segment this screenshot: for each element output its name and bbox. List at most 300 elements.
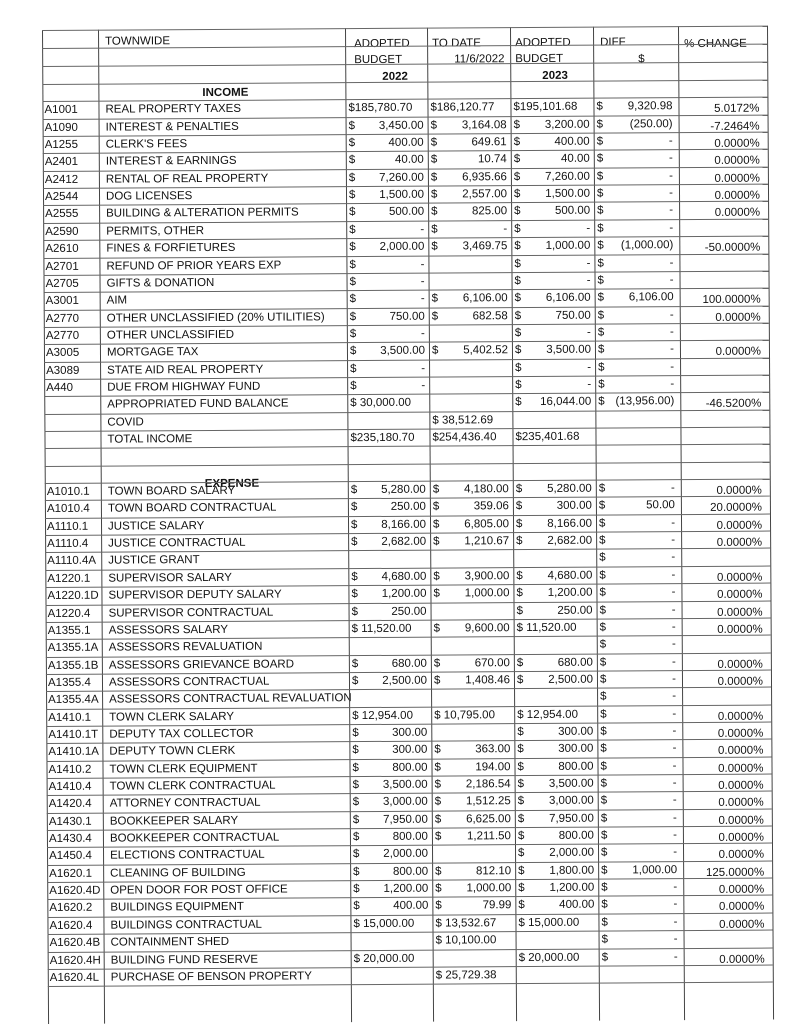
percent-change: 0.0000% [717, 623, 763, 636]
account-description: RENTAL OF REAL PROPERTY [105, 172, 269, 186]
dollar-sign: $ [514, 257, 521, 270]
account-code: A1355.1B [47, 659, 99, 672]
percent-change: 0.0000% [717, 658, 763, 671]
dollar-sign: $ [516, 569, 523, 582]
account-description: CLEANING OF BUILDING [110, 866, 246, 880]
dollar-sign: $ [350, 380, 357, 393]
account-description: MORTGAGE TAX [106, 346, 199, 359]
amount-todate: 363.00 [475, 743, 511, 756]
amount-adopted: 3,500.00 [380, 344, 426, 358]
account-code: A1355.1A [47, 641, 99, 655]
amount-adopted23: $235,401.68 [515, 430, 580, 444]
amount-adopted23: 2,500.00 [548, 673, 594, 686]
amount-diff: - [673, 950, 678, 963]
account-description: ASSESSORS CONTRACTUAL [108, 675, 270, 689]
dollar-sign: $ [513, 118, 521, 131]
amount-adopted: $185,780.70 [348, 102, 413, 115]
account-description: PURCHASE OF BENSON PROPERTY [110, 970, 312, 984]
amount-diff: - [670, 360, 675, 373]
percent-change: 0.0000% [718, 779, 764, 792]
dollar-sign: $ [349, 258, 356, 271]
amount-adopted: 400.00 [388, 136, 424, 149]
dollar-sign: $ [433, 622, 441, 635]
amount-todate: 1,000.00 [466, 882, 512, 895]
row-rule [42, 62, 767, 67]
amount-adopted23: 300.00 [556, 500, 592, 513]
dollar-sign: $ [515, 379, 522, 392]
amount-adopted23: 800.00 [558, 829, 594, 842]
amount-adopted: 1,200.00 [383, 882, 429, 896]
amount-adopted: - [420, 258, 425, 271]
dollar-sign: $ [518, 847, 525, 860]
dollar-sign: $ [349, 223, 356, 236]
dollar-sign: $ [516, 656, 524, 669]
percent-change: 0.0000% [716, 484, 762, 497]
account-code: A1450.4 [49, 850, 92, 863]
amount-adopted23: 2,000.00 [549, 847, 595, 860]
account-description: REAL PROPERTY TAXES [105, 103, 242, 116]
header-adopted-2023: ADOPTED [515, 36, 571, 50]
header-pct-change: % CHANGE [684, 37, 747, 51]
dollar-sign: $ [352, 744, 359, 757]
dollar-sign: $ [433, 570, 440, 583]
dollar-sign: $ [352, 727, 359, 740]
amount-adopted: - [420, 327, 425, 340]
dollar-sign: $ [517, 743, 524, 756]
account-description: BUILDING & ALTERATION PERMITS [106, 206, 299, 221]
dollar-sign: $ [348, 137, 356, 150]
dollar-sign: $ [516, 535, 523, 548]
section-income: INCOME [202, 86, 249, 100]
dollar-sign: $ [433, 674, 441, 687]
dollar-sign: $ [513, 136, 521, 149]
amount-adopted: 2,000.00 [379, 240, 425, 254]
dollar-sign: $ [597, 291, 605, 304]
percent-change: -7.2464% [710, 120, 760, 133]
header-budget-2022: BUDGET [354, 53, 403, 67]
amount-diff: - [672, 673, 677, 686]
account-code: A1355.1 [47, 624, 91, 637]
percent-change: 0.0000% [717, 727, 764, 740]
dollar-sign: $ [350, 518, 358, 531]
amount-diff: - [671, 620, 676, 634]
dollar-sign: $ [514, 222, 521, 235]
amount-adopted: $ 12,954.00 [352, 709, 413, 722]
amount-diff: - [671, 638, 676, 651]
dollar-sign: $ [598, 517, 606, 530]
dollar-sign: $ [599, 552, 606, 565]
account-description: TOWN CLERK SALARY [109, 710, 235, 724]
account-code: A3089 [46, 364, 80, 377]
account-description: DOG LICENSES [105, 190, 193, 203]
amount-todate: 682.58 [472, 309, 508, 322]
dollar-sign: $ [516, 604, 523, 617]
dollar-sign: $ [430, 171, 438, 184]
account-code: A1355.4 [47, 676, 91, 689]
dollar-sign: $ [430, 136, 438, 149]
account-description: SUPERVISOR SALARY [108, 571, 232, 585]
amount-adopted: 7,260.00 [379, 171, 424, 184]
amount-adopted: 680.00 [391, 657, 427, 670]
amount-diff: - [672, 707, 677, 720]
dollar-sign: $ [348, 154, 356, 167]
amount-adopted23: 7,260.00 [545, 170, 590, 183]
dollar-sign: $ [600, 708, 607, 721]
percent-change: 20.0000% [710, 502, 762, 515]
account-code: A1001 [44, 104, 78, 117]
account-code: A1620.4B [49, 936, 101, 950]
amount-adopted23: - [586, 326, 591, 339]
dollar-sign: $ [513, 188, 521, 201]
dollar-sign: $ [351, 674, 359, 688]
dollar-sign: $ [349, 293, 357, 306]
amount-diff: 9,320.98 [627, 100, 673, 113]
account-code: A1620.4L [49, 971, 100, 984]
account-code: A1620.4H [49, 954, 101, 967]
dollar-sign: $ [597, 343, 605, 356]
dollar-sign: $ [601, 933, 609, 946]
dollar-sign: $ [430, 119, 438, 132]
dollar-sign: $ [597, 239, 604, 252]
amount-diff: - [672, 742, 677, 755]
amount-diff: - [672, 725, 677, 738]
account-code: A1090 [44, 121, 78, 134]
amount-adopted: - [420, 292, 425, 305]
dollar-sign: $ [349, 206, 356, 219]
amount-todate: 3,900.00 [464, 569, 510, 583]
header-townwide: TOWNWIDE [105, 35, 171, 48]
amount-todate: $ 13,532.67 [435, 917, 497, 930]
dollar-sign: $ [434, 761, 441, 774]
percent-change: 0.0000% [715, 311, 761, 324]
percent-change: 0.0000% [714, 155, 760, 168]
dollar-sign: $ [598, 499, 606, 512]
dollar-sign: $ [348, 171, 356, 184]
dollar-sign: $ [600, 742, 607, 755]
account-description: TOWN CLERK CONTRACTUAL [109, 779, 276, 793]
account-description: ASSESSORS CONTRACTUAL REVALUATION [109, 692, 352, 706]
amount-todate: 5,402.52 [463, 344, 509, 357]
dollar-sign: $ [433, 535, 440, 548]
amount-adopted23: 1,800.00 [549, 864, 595, 877]
account-description: ATTORNEY CONTRACTUAL [109, 797, 261, 810]
dollar-sign: $ [516, 587, 523, 600]
amount-adopted23: 300.00 [558, 725, 594, 738]
account-code: A3005 [45, 347, 80, 360]
dollar-sign: $ [349, 310, 357, 323]
amount-diff: - [671, 568, 676, 581]
account-code: A1420.4 [48, 798, 92, 811]
dollar-sign: $ [517, 778, 525, 791]
dollar-sign: $ [597, 326, 605, 339]
amount-adopted: $235,180.70 [350, 431, 415, 445]
dollar-sign: $ [596, 152, 604, 166]
amount-diff: - [672, 759, 677, 772]
dollar-sign: $ [434, 795, 442, 808]
dollar-sign: $ [515, 361, 522, 374]
dollar-sign: $ [352, 796, 360, 809]
dollar-sign: $ [348, 189, 356, 202]
account-code: A2555 [45, 208, 79, 221]
amount-todate: $254,436.40 [432, 431, 497, 444]
dollar-sign: $ [515, 500, 523, 513]
dollar-sign: $ [349, 345, 357, 358]
amount-todate: 6,106.00 [462, 292, 508, 305]
amount-diff: - [673, 933, 678, 946]
amount-todate: 6,625.00 [466, 812, 511, 826]
dollar-sign: $ [601, 864, 608, 877]
amount-todate: 1,512.25 [465, 795, 511, 808]
dollar-sign: $ [597, 274, 604, 287]
percent-change: -50.0000% [704, 241, 761, 255]
amount-diff: - [669, 256, 674, 269]
amount-adopted23: 300.00 [558, 742, 594, 756]
amount-adopted23: 8,166.00 [547, 517, 593, 530]
account-code: A1220.1D [47, 589, 99, 603]
amount-todate: 9,600.00 [464, 621, 510, 635]
amount-todate: $ 38,512.69 [432, 413, 494, 427]
amount-adopted23: 400.00 [559, 899, 595, 912]
dollar-sign: $ [518, 864, 525, 877]
amount-adopted23: 1,000.00 [545, 239, 591, 253]
amount-todate: $186,120.77 [430, 101, 495, 114]
amount-diff: - [669, 273, 674, 287]
dollar-sign: $ [597, 257, 604, 270]
amount-adopted: 4,680.00 [381, 570, 427, 583]
amount-todate: 670.00 [474, 656, 510, 669]
amount-adopted: 5,280.00 [381, 483, 426, 496]
amount-diff: - [669, 221, 674, 234]
row-rule [42, 26, 767, 31]
percent-change: 0.0000% [717, 606, 763, 619]
dollar-sign: $ [434, 813, 442, 826]
account-description: ASSESSORS REVALUATION [108, 640, 263, 654]
dollar-sign: $ [516, 673, 524, 687]
dollar-sign: $ [353, 883, 360, 896]
amount-adopted23: 4,680.00 [547, 569, 593, 582]
amount-todate: $ 10,100.00 [435, 934, 497, 947]
account-description: BUILDINGS CONTRACTUAL [110, 918, 262, 932]
account-code: A1620.1 [49, 867, 93, 880]
amount-adopted: 40.00 [394, 154, 424, 167]
dollar-sign: $ [350, 362, 357, 375]
amount-diff: - [671, 534, 676, 547]
account-description: BUILDINGS EQUIPMENT [110, 901, 244, 915]
account-description: TOTAL INCOME [107, 433, 193, 446]
amount-todate: 2,186.54 [465, 778, 511, 791]
percent-change: 0.0000% [716, 571, 763, 584]
account-description: FINES & FORFIETURES [106, 241, 236, 255]
amount-adopted23: - [587, 378, 592, 391]
percent-change: 0.0000% [718, 848, 765, 862]
account-description: INTEREST & PENALTIES [105, 120, 239, 134]
amount-diff: - [673, 881, 678, 894]
amount-todate: $ 10,795.00 [434, 708, 495, 722]
amount-adopted23: 40.00 [560, 153, 590, 166]
amount-adopted: 8,166.00 [381, 518, 427, 531]
dollar-sign: $ [351, 536, 358, 549]
dollar-sign: $ [599, 586, 606, 599]
account-code: A2412 [44, 173, 79, 186]
dollar-sign: $ [515, 517, 523, 530]
account-description: TOWN CLERK EQUIPMENT [109, 762, 258, 776]
account-description: BOOKKEEPER SALARY [109, 814, 239, 828]
dollar-sign: $ [435, 882, 442, 895]
dollar-sign: $ [600, 794, 608, 807]
dollar-sign: $ [518, 882, 525, 895]
account-code: A2401 [44, 156, 79, 169]
account-description: CONTAINMENT SHED [110, 936, 230, 949]
dollar-sign: $ [351, 588, 358, 601]
account-code: A2590 [45, 225, 79, 238]
amount-adopted: $ 11,520.00 [351, 622, 412, 635]
percent-change: 0.0000% [717, 675, 764, 688]
percent-change: 0.0000% [714, 189, 761, 202]
amount-diff: - [673, 829, 677, 842]
account-description: REFUND OF PRIOR YEARS EXP [106, 259, 282, 273]
amount-adopted23: $ 12,954.00 [517, 708, 578, 721]
account-code: A1410.4 [48, 780, 92, 793]
amount-adopted: 2,500.00 [382, 674, 428, 687]
dollar-sign: $ [517, 760, 524, 773]
amount-diff: - [669, 308, 674, 321]
percent-change: 100.0000% [702, 293, 761, 307]
account-code: A1220.1 [47, 572, 91, 585]
amount-adopted: 800.00 [392, 830, 428, 843]
amount-adopted23: 680.00 [557, 656, 593, 669]
account-description: DEPUTY TAX COLLECTOR [109, 727, 254, 741]
amount-diff: - [671, 603, 676, 616]
amount-adopted23: 1,200.00 [547, 586, 593, 600]
amount-diff: - [673, 846, 678, 859]
dollar-sign: $ [349, 275, 356, 288]
amount-adopted23: 500.00 [554, 205, 591, 218]
amount-diff: 6,106.00 [628, 291, 674, 304]
dollar-sign: $ [514, 309, 522, 322]
dollar-sign: $ [434, 778, 442, 791]
dollar-sign: $ [598, 395, 605, 408]
amount-diff: - [670, 482, 675, 495]
account-code: A440 [46, 381, 74, 394]
account-code: A1010.1 [46, 485, 90, 499]
account-description: INTEREST & EARNINGS [105, 155, 237, 169]
column-rule [767, 26, 774, 1020]
amount-adopted23: $195,101.68 [513, 101, 578, 114]
account-description: PERMITS, OTHER [106, 224, 205, 238]
account-code: A1110.4A [47, 555, 97, 568]
dollar-sign: $ [514, 274, 521, 287]
percent-change: 0.0000% [718, 883, 765, 896]
dollar-sign: $ [435, 900, 442, 913]
dollar-sign: $ [600, 777, 608, 790]
account-code: A2544 [44, 190, 79, 204]
dollar-sign: $ [431, 240, 438, 253]
amount-adopted: - [421, 362, 426, 375]
header-diff: DIFF [600, 36, 626, 49]
amount-adopted23: 2,682.00 [547, 534, 593, 548]
dollar-sign: $ [351, 570, 358, 583]
amount-adopted23: 5,280.00 [547, 482, 592, 495]
account-code: A1255 [44, 138, 79, 152]
amount-adopted: 250.00 [391, 605, 427, 618]
amount-diff: - [668, 135, 673, 148]
percent-change: 5.0172% [714, 102, 760, 116]
amount-todate: 812.10 [475, 864, 512, 878]
amount-adopted: 3,000.00 [382, 796, 428, 809]
section-expense: EXPENSE [204, 477, 260, 491]
account-code: A1430.1 [48, 815, 92, 828]
amount-adopted23: - [586, 222, 591, 235]
amount-adopted23: - [586, 274, 591, 287]
dollar-sign: $ [599, 534, 606, 547]
account-description: JUSTICE CONTRACTUAL [108, 536, 246, 550]
dollar-sign: $ [599, 673, 607, 686]
amount-diff: - [672, 690, 677, 703]
dollar-sign: $ [598, 378, 605, 391]
percent-change: 0.0000% [714, 207, 761, 220]
dollar-sign: $ [514, 344, 522, 357]
amount-adopted23: 6,106.00 [545, 291, 591, 305]
account-code: A2705 [45, 277, 79, 290]
percent-change: 0.0000% [718, 901, 765, 914]
amount-diff: - [669, 169, 673, 182]
percent-change: 0.0000% [714, 137, 760, 150]
dollar-sign: $ [599, 604, 606, 617]
percent-change: 0.0000% [716, 536, 763, 549]
account-code: A1430.4 [48, 832, 92, 846]
amount-diff: (250.00) [629, 117, 673, 131]
amount-todate: 1,210.67 [464, 535, 510, 548]
amount-diff: 50.00 [646, 499, 675, 512]
dollar-sign: $ [596, 135, 604, 148]
account-description: GIFTS & DONATION [106, 276, 215, 290]
account-code: A2770 [45, 329, 80, 342]
dollar-sign: $ [513, 170, 521, 183]
amount-diff: - [673, 898, 678, 911]
account-code: A1110.1 [46, 520, 89, 533]
amount-diff: - [670, 343, 674, 356]
amount-adopted: 800.00 [392, 761, 428, 774]
amount-adopted: $ 30,000.00 [350, 397, 412, 410]
percent-change: 0.0000% [718, 814, 764, 827]
dollar-sign: $ [353, 900, 360, 913]
amount-todate: - [503, 222, 508, 235]
amount-adopted: 3,450.00 [378, 119, 424, 132]
header-to-date: TO DATE [432, 37, 481, 50]
dollar-sign: $ [352, 761, 359, 774]
amount-diff: (1,000.00) [620, 239, 674, 252]
amount-todate: 1,211.50 [466, 830, 511, 843]
amount-adopted23: 16,044.00 [540, 395, 592, 409]
amount-diff: - [672, 794, 677, 807]
dollar-sign: $ [598, 361, 605, 374]
header-year-2023: 2023 [542, 69, 568, 82]
dollar-sign: $ [349, 241, 356, 254]
dollar-sign: $ [599, 638, 607, 651]
percent-change: 0.0000% [719, 918, 765, 931]
amount-todate: 3,469.75 [462, 240, 508, 253]
percent-change: 0.0000% [715, 345, 762, 359]
account-description: ASSESSORS SALARY [108, 623, 229, 637]
amount-diff: - [669, 326, 674, 339]
account-description: BUILDING FUND RESERVE [110, 953, 259, 967]
dollar-sign: $ [513, 153, 521, 166]
row-rule [45, 461, 770, 466]
dollar-sign: $ [601, 881, 608, 894]
account-code: A1620.2 [49, 902, 93, 915]
dollar-sign: $ [596, 118, 604, 131]
amount-adopted: $ 15,000.00 [353, 917, 415, 930]
